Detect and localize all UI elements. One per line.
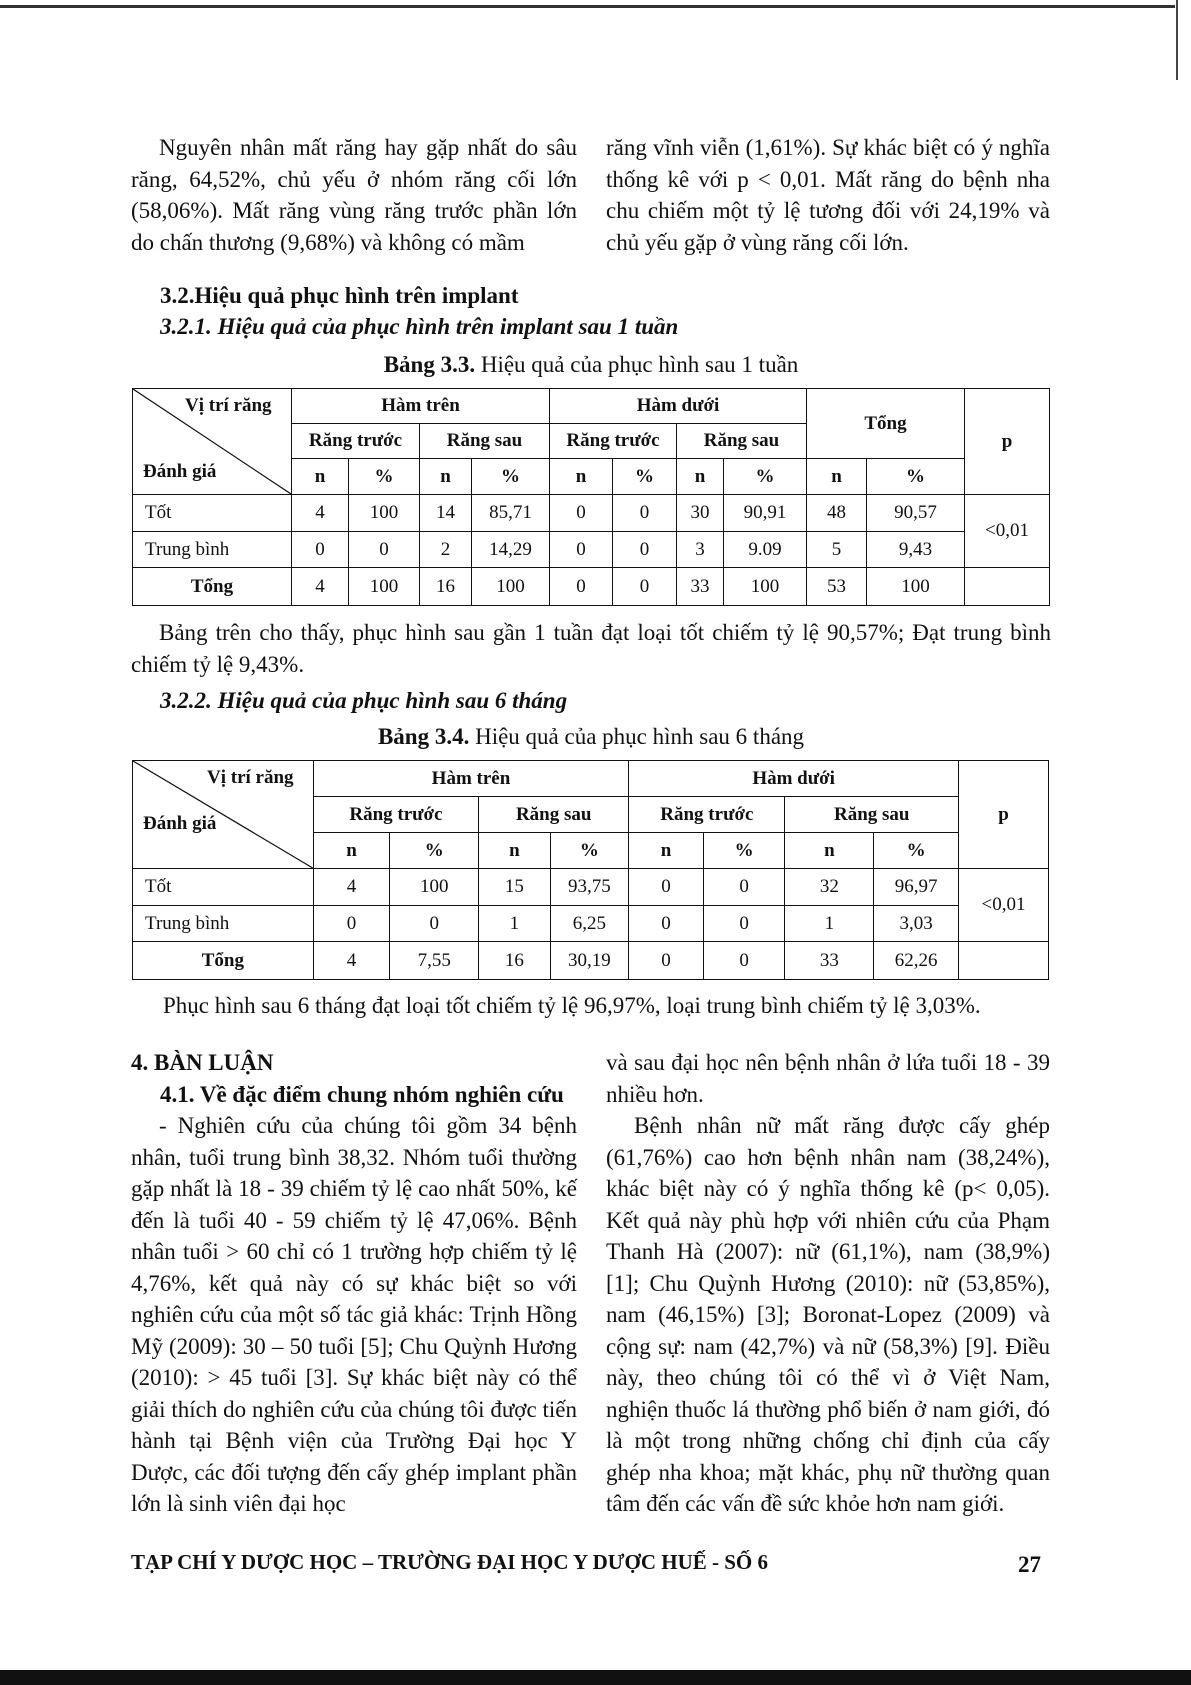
cell: 85,71	[472, 495, 550, 532]
table-3-4-upper-back-header: Răng sau	[479, 797, 629, 833]
table-3-4-summary: Phục hình sau 6 tháng đạt loại tốt chiếm tỷ lệ 96,97%, loại trung bình chiếm tỷ lệ 3,03%.	[163, 993, 981, 1018]
section-3-2-2-heading: 3.2.2. Hiệu quả của phục hình sau 6 tháng	[160, 688, 568, 713]
table-3-4-lower-back-header: Răng sau	[785, 797, 959, 833]
table-3-3	[132, 388, 1050, 606]
table-3-3-total-header: Tổng	[807, 389, 965, 459]
cell: 16	[420, 568, 472, 606]
table-row	[133, 942, 1049, 980]
cell: 0	[703, 869, 785, 906]
scan-edge-line	[1176, 0, 1178, 80]
table-3-4-caption: Bảng 3.4. Hiệu quả của phục hình sau 6 tháng	[377, 724, 805, 749]
cell: 0	[349, 532, 420, 568]
table-3-4-corner-cell	[133, 761, 314, 869]
cell: 3	[677, 532, 724, 568]
table-3-4-n-header: n	[313, 833, 390, 869]
cell: 100	[724, 568, 807, 606]
cell: 93,75	[550, 869, 629, 906]
table-row	[133, 532, 1050, 568]
cell: 0	[629, 869, 704, 906]
cell: 100	[867, 568, 965, 606]
table-3-4-n-header: n	[629, 833, 704, 869]
cell: 0	[703, 942, 785, 980]
cell: 100	[390, 869, 479, 906]
table-3-3-n-header: n	[677, 459, 724, 495]
cell: 14,29	[472, 532, 550, 568]
table-3-3-pct-header: %	[349, 459, 420, 495]
table-3-3-p-header: p	[965, 389, 1050, 495]
table-3-4-pct-header: %	[550, 833, 629, 869]
table-3-3-n-header: n	[807, 459, 867, 495]
cell: 100	[349, 495, 420, 532]
table-3-4-n-header: n	[479, 833, 550, 869]
cell: 0	[613, 532, 677, 568]
intro-right-column: răng vĩnh viễn (1,61%). Sự khác biệt có ý nghĩa thống kê với p < 0,01. Mất răng do bệnh nha chu chiếm một tỷ lệ tương đối với 24,19% và chủ yếu gặp ở vùng răng cối lớn.	[606, 135, 1050, 255]
scan-bottom-edge	[0, 1670, 1191, 1685]
p-value: <0,01	[959, 869, 1049, 942]
table-3-4-lower-front-header: Răng trước	[629, 797, 785, 833]
cell: 0	[550, 495, 613, 532]
cell: 0	[550, 568, 613, 606]
cell: 4	[292, 495, 349, 532]
section-4-1-heading: 4.1. Về đặc điểm chung nhóm nghiên cứu	[160, 1082, 564, 1107]
table-3-4-position-label: Vị trí răng	[207, 767, 294, 788]
table-3-3-pct-header: %	[613, 459, 677, 495]
cell: 9,43	[867, 532, 965, 568]
cell: 30,19	[550, 942, 629, 980]
cell: 100	[472, 568, 550, 606]
table-3-4-n-header: n	[785, 833, 874, 869]
cell: 15	[479, 869, 550, 906]
cell: 32	[785, 869, 874, 906]
section-3-2-1-heading: 3.2.1. Hiệu quả của phục hình trên implant sau 1 tuần	[160, 314, 679, 339]
journal-footer: TẠP CHÍ Y DƯỢC HỌC – TRƯỜNG ĐẠI HỌC Y DƯỢC HUẾ - SỐ 6	[131, 1550, 769, 1574]
cell: 5	[807, 532, 867, 568]
table-3-4	[132, 760, 1049, 980]
table-3-4-upper-jaw-header: Hàm trên	[313, 761, 629, 797]
table-3-3-lower-front-header: Răng trước	[550, 424, 677, 459]
table-3-3-lower-jaw-header: Hàm dưới	[550, 389, 807, 424]
cell: 48	[807, 495, 867, 532]
row-label: Tổng	[133, 568, 292, 606]
table-row	[133, 906, 1049, 942]
table-row	[133, 568, 1050, 606]
cell: 96,97	[874, 869, 959, 906]
table-3-3-n-header: n	[420, 459, 472, 495]
section-3-2-heading: 3.2.Hiệu quả phục hình trên implant	[160, 283, 519, 308]
table-3-3-n-header: n	[550, 459, 613, 495]
table-3-3-pct-header: %	[867, 459, 965, 495]
cell: 90,91	[724, 495, 807, 532]
table-3-3-upper-front-header: Răng trước	[292, 424, 420, 459]
cell: 4	[313, 942, 390, 980]
cell: 0	[313, 906, 390, 942]
table-3-3-caption: Bảng 3.3. Hiệu quả của phục hình sau 1 tuần	[383, 352, 799, 377]
row-label: Tổng	[133, 942, 314, 980]
table-3-4-evaluation-label: Đánh giá	[143, 813, 217, 834]
row-label: Tốt	[133, 869, 314, 906]
cell: 62,26	[874, 942, 959, 980]
section-4-left-paragraph: - Nghiên cứu của chúng tôi gồm 34 bệnh nhân, tuổi trung bình 38,32. Nhóm tuổi thường gặp nhất là 18 - 39 chiếm tỷ lệ cao nhất 50%, kế đến là tuổi 40 - 59 chiếm tỷ lệ 47,06%. Bệnh nhân tuổi > 60 chỉ có 1 trường hợp chiếm tỷ lệ 4,76%, kết quả này có sự khác biệt so với nghiên cứu của một số tác giả khác: Trịnh Hồng Mỹ (2009): 30 – 50 tuổi [5]; Chu Quỳnh Hương (2010): > 45 tuổi [3]. Sự khác biệt này có thể giải thích do nghiên cứu của chúng tôi được tiến hành tại Bệnh viện của Trường Đại học Y Dược, các đối tượng đến cấy ghép implant phần lớn là sinh viên đại học	[131, 1113, 577, 1516]
table-3-4-pct-header: %	[390, 833, 479, 869]
table-3-3-evaluation-label: Đánh giá	[143, 461, 217, 482]
row-label: Trung bình	[133, 532, 292, 568]
cell: 0	[550, 532, 613, 568]
table-row	[133, 495, 1050, 532]
intro-left-column: Nguyên nhân mất răng hay gặp nhất do sâu răng, 64,52%, chủ yếu ở nhóm răng cối lớn (58,06%). Mất răng vùng răng trước phần lớn do chấn thương (9,68%) và không có mầm	[131, 135, 577, 255]
cell: 33	[677, 568, 724, 606]
section-4-heading: 4. BÀN LUẬN	[131, 1050, 274, 1075]
cell: 90,57	[867, 495, 965, 532]
cell	[965, 568, 1050, 606]
cell: 0	[629, 906, 704, 942]
page-number: 27	[1018, 1552, 1041, 1577]
cell	[959, 942, 1049, 980]
table-3-4-lower-jaw-header: Hàm dưới	[629, 761, 959, 797]
table-3-3-pct-header: %	[724, 459, 807, 495]
p-value: <0,01	[965, 495, 1050, 568]
cell: 0	[629, 942, 704, 980]
cell: 0	[613, 495, 677, 532]
top-rule	[0, 5, 1175, 8]
section-4-right-paragraph-2: Bệnh nhân nữ mất răng được cấy ghép (61,76%) cao hơn bệnh nhân nam (38,24%), khác biệt này có ý nghĩa thống kê (p< 0,05). Kết quả này phù hợp với nhiên cứu của Phạm Thanh Hà (2007): nữ (61,1%), nam (38,9%) [1]; Chu Quỳnh Hương (2010): nữ (53,85%), nam (46,15%) [3]; Boronat-Lopez (2009) và cộng sự: nam (42,7%) và nữ (58,3%) [9]. Điều này, theo chúng tôi có thể vì ở Việt Nam, nghiện thuốc lá thường phổ biến ở nam giới, đó là một trong những chống chỉ định của cấy ghép nha khoa; mặt khác, phụ nữ thường quan tâm đến các vấn đề sức khỏe hơn nam giới.	[606, 1113, 1050, 1516]
cell: 100	[349, 568, 420, 606]
table-row	[133, 869, 1049, 906]
cell: 16	[479, 942, 550, 980]
table-3-4-upper-front-header: Răng trước	[313, 797, 478, 833]
cell: 0	[390, 906, 479, 942]
cell: 1	[785, 906, 874, 942]
table-3-3-upper-back-header: Răng sau	[420, 424, 550, 459]
cell: 0	[613, 568, 677, 606]
cell: 1	[479, 906, 550, 942]
section-4-right-paragraph-1: và sau đại học nên bệnh nhân ở lứa tuổi 18 - 39 nhiều hơn.	[606, 1050, 1050, 1107]
cell: 33	[785, 942, 874, 980]
table-3-3-position-label: Vị trí răng	[185, 395, 272, 416]
cell: 0	[292, 532, 349, 568]
cell: 7,55	[390, 942, 479, 980]
cell: 4	[292, 568, 349, 606]
table-3-4-pct-header: %	[703, 833, 785, 869]
cell: 9.09	[724, 532, 807, 568]
table-3-3-lower-back-header: Răng sau	[677, 424, 807, 459]
table-3-3-pct-header: %	[472, 459, 550, 495]
cell: 3,03	[874, 906, 959, 942]
table-3-3-summary: Bảng trên cho thấy, phục hình sau gần 1 tuần đạt loại tốt chiếm tỷ lệ 90,57%; Đạt trung bình chiếm tỷ lệ 9,43%.	[131, 620, 1051, 677]
cell: 0	[703, 906, 785, 942]
table-3-3-upper-jaw-header: Hàm trên	[292, 389, 550, 424]
cell: 14	[420, 495, 472, 532]
cell: 2	[420, 532, 472, 568]
table-3-3-n-header: n	[292, 459, 349, 495]
cell: 30	[677, 495, 724, 532]
table-3-4-pct-header: %	[874, 833, 959, 869]
table-3-3-corner-cell	[133, 389, 292, 495]
cell: 53	[807, 568, 867, 606]
row-label: Tốt	[133, 495, 292, 532]
table-3-4-p-header: p	[959, 761, 1049, 869]
cell: 6,25	[550, 906, 629, 942]
row-label: Trung bình	[133, 906, 314, 942]
cell: 4	[313, 869, 390, 906]
